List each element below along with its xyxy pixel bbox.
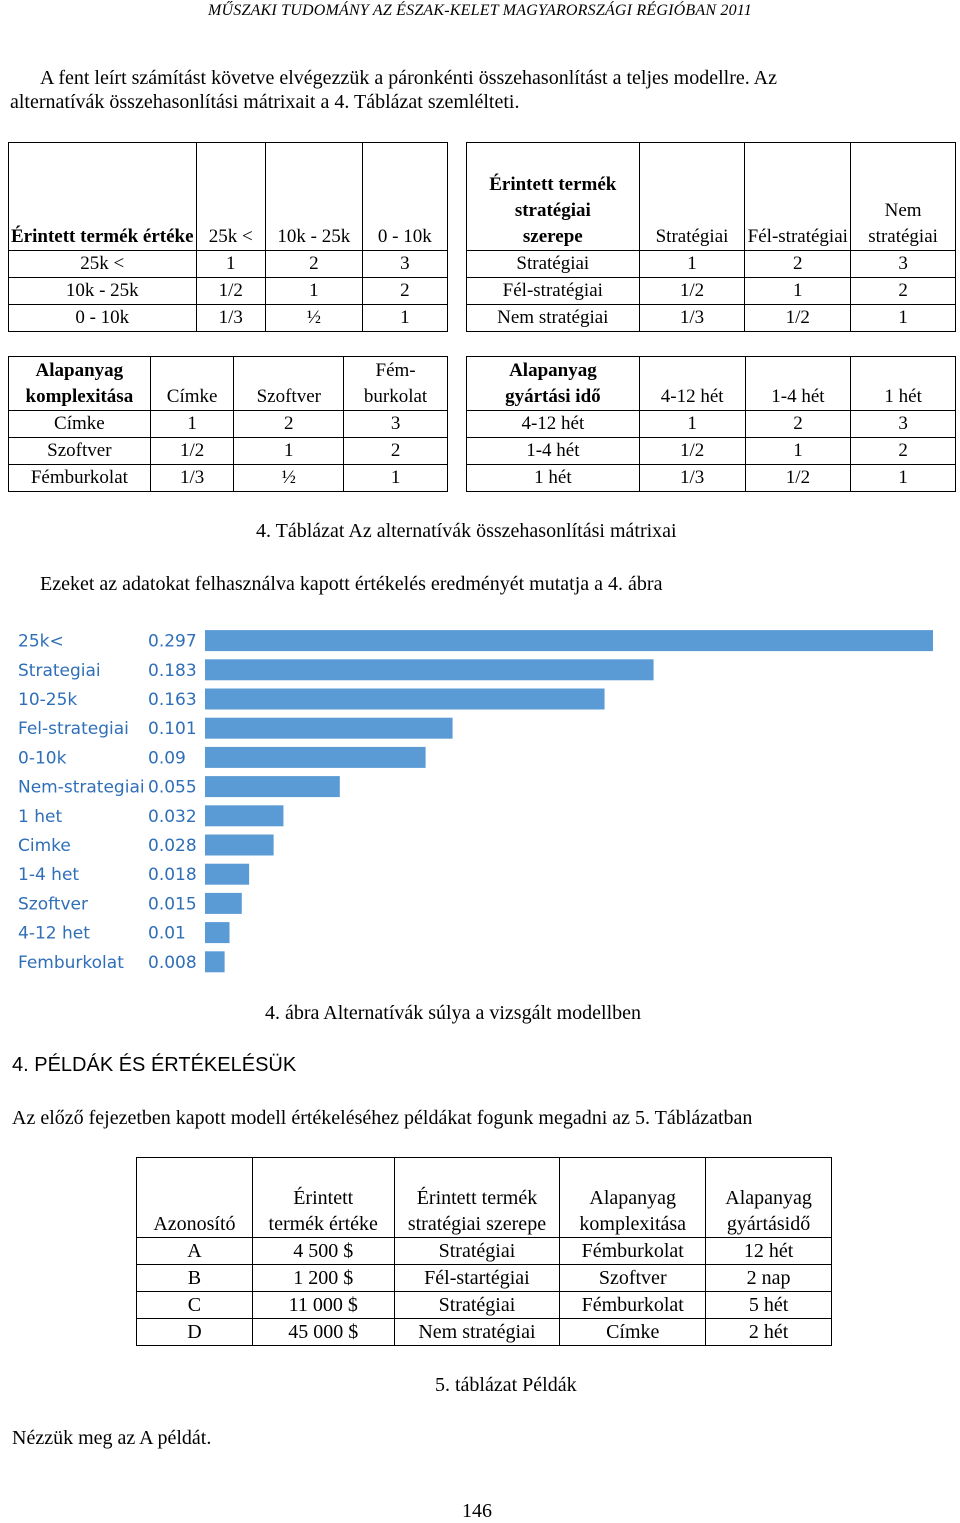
value-label: 0.01 [148, 923, 186, 944]
table-cell: B [137, 1265, 253, 1292]
table-header-cell: Fél-stratégiai [745, 143, 851, 251]
table-cell: 1 [234, 438, 344, 465]
category-label: Fel-strategiai [18, 719, 129, 740]
category-label: Cimke [18, 836, 71, 856]
table-cell: Címke [9, 411, 151, 438]
table-cell: Fél-startégiai [394, 1265, 560, 1292]
table-cell: 1/3 [639, 465, 745, 492]
table-header-cell: Érintett termék értéke [9, 143, 197, 251]
table-cell: 3 [851, 411, 956, 438]
running-header: MŰSZAKI TUDOMÁNY AZ ÉSZAK-KELET MAGYARORSZÁGI RÉGIÓBAN 2011 [207, 2, 753, 19]
bar [205, 951, 225, 972]
table-cell: D [137, 1319, 253, 1346]
table-cell: 1 [150, 411, 234, 438]
value-label: 0.163 [148, 690, 197, 710]
table-header-cell: Érintett termék stratégiai szerepe [394, 1158, 560, 1238]
section-text: Az előző fejezetben kapott modell értékeléséhez példákat fogunk megadni az 5. Táblázatban [12, 1107, 753, 1129]
table-cell: 2 [851, 438, 956, 465]
table-cell: 1/3 [639, 305, 745, 332]
table-caption: 4. Táblázat Az alternatívák összehasonlítási mátrixai [256, 520, 677, 542]
table-cell: Stratégiai [394, 1292, 560, 1319]
bar [205, 805, 283, 826]
value-label: 0.055 [148, 777, 197, 798]
table-header-cell: Fém-burkolat [344, 357, 448, 411]
table-cell: 1 [851, 465, 956, 492]
table-cell: 1/3 [150, 465, 234, 492]
table-cell: Címke [560, 1319, 706, 1346]
chart-intro-text: Ezeket az adatokat felhasználva kapott értékelés eredményét mutatja a 4. ábra [40, 573, 663, 595]
category-label: 10-25k [18, 690, 78, 710]
table-cell: 2 [745, 411, 851, 438]
table-cell: Stratégiai [467, 251, 640, 278]
table-cell: 1 [639, 251, 745, 278]
examples-table [136, 1157, 832, 1346]
page-number: 146 [462, 1500, 492, 1522]
bar [205, 689, 605, 710]
weights-bar-chart [0, 620, 960, 980]
table-cell: 2 [234, 411, 344, 438]
table-cell: 3 [344, 411, 448, 438]
table-cell: Fél-stratégiai [467, 278, 640, 305]
intro-line-1: A fent leírt számítást követve elvégezzük a páronkénti összehasonlítást a teljes modellre. Az [40, 67, 777, 89]
table-header-cell: Alapanyag komplexitása [9, 357, 151, 411]
table-header-cell: Stratégiai [639, 143, 745, 251]
table-cell: 2 hét [706, 1319, 832, 1346]
bar [205, 718, 453, 739]
bar [205, 893, 242, 914]
value-label: 0.183 [148, 660, 197, 681]
table-cell: 10k - 25k [9, 278, 197, 305]
table-header-cell: Érintett termék értéke [252, 1158, 394, 1238]
production-time-table [466, 356, 956, 492]
category-label: 1 het [18, 806, 63, 827]
table-cell: 4-12 hét [467, 411, 640, 438]
category-label: Femburkolat [18, 952, 124, 973]
bar [205, 922, 230, 943]
table-cell: Nem stratégiai [467, 305, 640, 332]
category-label: Strategiai [18, 660, 101, 681]
category-label: Nem-strategiai [18, 777, 145, 798]
table-header-cell: 1 hét [851, 357, 956, 411]
value-label: 0.028 [148, 836, 197, 856]
table-cell: 5 hét [706, 1292, 832, 1319]
bar [205, 835, 274, 856]
table-header-cell: Nem stratégiai [851, 143, 956, 251]
table-header-cell: Érintett termék stratégiai szerepe [467, 143, 640, 251]
table-cell: 1/2 [745, 465, 851, 492]
value-label: 0.101 [148, 719, 197, 740]
table-cell: Stratégiai [394, 1238, 560, 1265]
value-comparison-table [8, 142, 448, 332]
table-cell: 2 nap [706, 1265, 832, 1292]
table-header-cell: 25k < [196, 143, 265, 251]
table-cell: 1 [745, 278, 851, 305]
intro-line-2: alternatívák összehasonlítási mátrixait a 4. Táblázat szemlélteti. [10, 91, 520, 113]
table-cell: 1/2 [150, 438, 234, 465]
table-cell: 11 000 $ [252, 1292, 394, 1319]
table-header-cell: Azonosító [137, 1158, 253, 1238]
table-cell: 2 [266, 251, 363, 278]
category-label: 1-4 het [18, 865, 80, 886]
table-cell: 1/2 [196, 278, 265, 305]
table-cell: Nem stratégiai [394, 1319, 560, 1346]
category-label: 0-10k [18, 748, 67, 769]
figure-caption: 4. ábra Alternatívák súlya a vizsgált modellben [265, 1002, 641, 1024]
table-cell: Fémburkolat [9, 465, 151, 492]
table-header-cell: Alapanyag komplexitása [560, 1158, 706, 1238]
table-header-cell: Alapanyag gyártási idő [467, 357, 640, 411]
bar [205, 864, 249, 885]
table-cell: A [137, 1238, 253, 1265]
table-cell: ½ [234, 465, 344, 492]
table-cell: 1 200 $ [252, 1265, 394, 1292]
table-cell: 45 000 $ [252, 1319, 394, 1346]
material-complexity-table [8, 356, 448, 492]
value-label: 0.297 [148, 631, 197, 652]
table-cell: 1 [362, 305, 447, 332]
table-cell: 1/2 [745, 305, 851, 332]
table-header-cell: 10k - 25k [266, 143, 363, 251]
bar [205, 659, 654, 680]
table-cell: ½ [266, 305, 363, 332]
value-label: 0.018 [148, 865, 197, 886]
table-cell: 2 [362, 278, 447, 305]
table-cell: 1 [639, 411, 745, 438]
table-header-cell: 0 - 10k [362, 143, 447, 251]
category-label: Szoftver [18, 894, 88, 915]
bar [205, 776, 340, 797]
table-cell: 1 [344, 465, 448, 492]
table-cell: 1/2 [639, 278, 745, 305]
section-title: 4. PÉLDÁK ÉS ÉRTÉKELÉSÜK [12, 1054, 297, 1076]
table-cell: 3 [851, 251, 956, 278]
table-cell: 1 [745, 438, 851, 465]
table-cell: 2 [344, 438, 448, 465]
category-label: 25k< [18, 631, 64, 652]
table-header-cell: Szoftver [234, 357, 344, 411]
table-cell: 3 [362, 251, 447, 278]
bar [205, 747, 426, 768]
table-cell: 0 - 10k [9, 305, 197, 332]
table-header-cell: 4-12 hét [639, 357, 745, 411]
table-cell: Fémburkolat [560, 1238, 706, 1265]
value-label: 0.015 [148, 894, 197, 915]
value-label: 0.008 [148, 952, 197, 973]
closing-text: Nézzük meg az A példát. [12, 1427, 212, 1449]
strategic-role-table [466, 142, 956, 332]
table-cell: 1 [851, 305, 956, 332]
table-cell: C [137, 1292, 253, 1319]
table-cell: 1 [196, 251, 265, 278]
table-header-cell: Címke [150, 357, 234, 411]
table-cell: 4 500 $ [252, 1238, 394, 1265]
table-caption: 5. táblázat Példák [435, 1374, 577, 1396]
table-cell: 2 [745, 251, 851, 278]
table-cell: 1 hét [467, 465, 640, 492]
value-label: 0.032 [148, 806, 197, 827]
table-header-cell: 1-4 hét [745, 357, 851, 411]
bar [205, 630, 933, 651]
table-cell: 1 [266, 278, 363, 305]
table-cell: 25k < [9, 251, 197, 278]
table-cell: 12 hét [706, 1238, 832, 1265]
table-cell: 2 [851, 278, 956, 305]
table-cell: Szoftver [560, 1265, 706, 1292]
table-cell: 1/2 [639, 438, 745, 465]
intro-paragraph [10, 66, 945, 114]
category-label: 4-12 het [18, 923, 90, 944]
table-header-cell: Alapanyag gyártásidő [706, 1158, 832, 1238]
table-cell: 1/3 [196, 305, 265, 332]
table-cell: Fémburkolat [560, 1292, 706, 1319]
table-cell: Szoftver [9, 438, 151, 465]
table-cell: 1-4 hét [467, 438, 640, 465]
value-label: 0.09 [148, 748, 186, 769]
